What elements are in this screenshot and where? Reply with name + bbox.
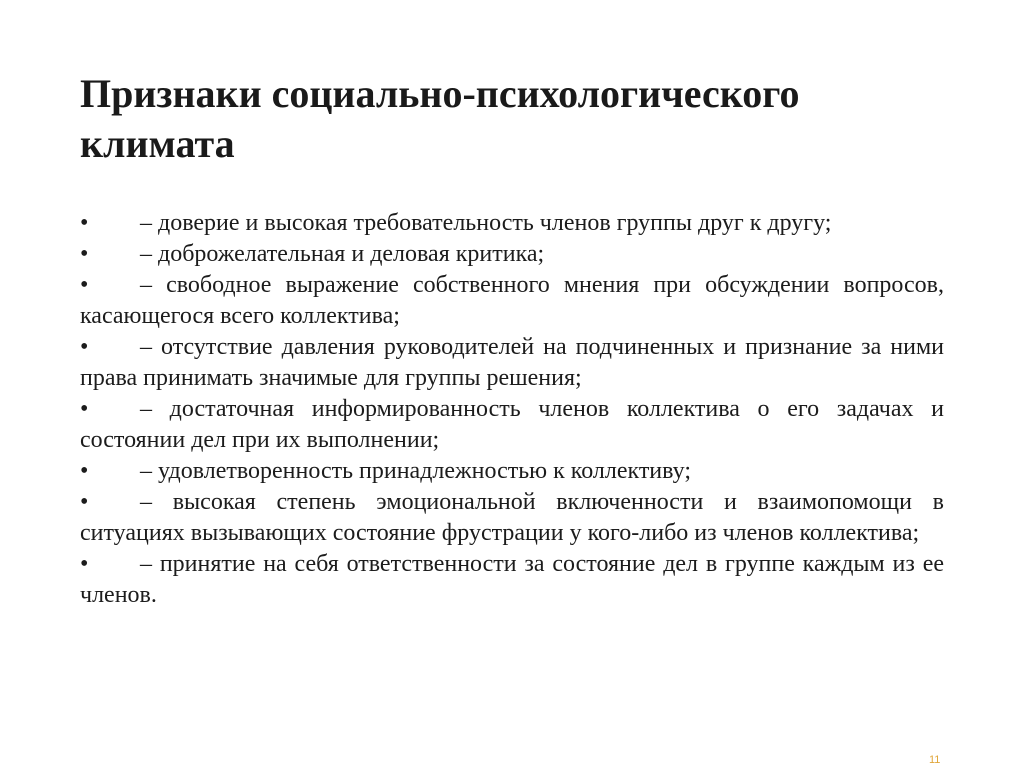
page-number: 11 bbox=[929, 754, 941, 766]
bullet-icon: • bbox=[80, 272, 89, 298]
list-item-text: – отсутствие давления руководителей на подчиненных и признание за ними права принимать значимые для группы решения; bbox=[80, 334, 944, 391]
list-item-text: – достаточная информированность членов коллектива о его задачах и состоянии дел при их выполнении; bbox=[80, 396, 944, 453]
list-item bbox=[80, 456, 944, 487]
list-item bbox=[80, 487, 944, 549]
bullet-icon: • bbox=[80, 334, 89, 360]
bullet-icon: • bbox=[80, 458, 89, 484]
list-item bbox=[80, 332, 944, 394]
bullet-icon: • bbox=[80, 489, 89, 515]
list-item bbox=[80, 394, 944, 456]
list-item-text: – доброжелательная и деловая критика; bbox=[140, 241, 545, 267]
bullet-icon: • bbox=[80, 241, 89, 267]
list-item-text: – доверие и высокая требовательность членов группы друг к другу; bbox=[140, 210, 832, 236]
list-item-text: – принятие на себя ответственности за состояние дел в группе каждым из ее членов. bbox=[80, 551, 944, 608]
list-item-text: – удовлетворенность принадлежностью к коллективу; bbox=[140, 458, 692, 484]
slide-title: Признаки социально-психологического климата bbox=[80, 71, 800, 166]
bullet-icon: • bbox=[80, 210, 89, 236]
list-item bbox=[80, 208, 944, 239]
list-item bbox=[80, 270, 944, 332]
bullet-icon: • bbox=[80, 551, 89, 577]
bullet-icon: • bbox=[80, 396, 89, 422]
bullet-list bbox=[80, 208, 944, 611]
list-item-text: – свободное выражение собственного мнения при обсуждении вопросов, касающегося всего коллектива; bbox=[80, 272, 944, 329]
list-item-text: – высокая степень эмоциональной включенности и взаимопомощи в ситуациях вызывающих состояние фрустрации у кого-либо из членов коллектива; bbox=[80, 489, 944, 546]
list-item bbox=[80, 549, 944, 611]
list-item bbox=[80, 239, 944, 270]
